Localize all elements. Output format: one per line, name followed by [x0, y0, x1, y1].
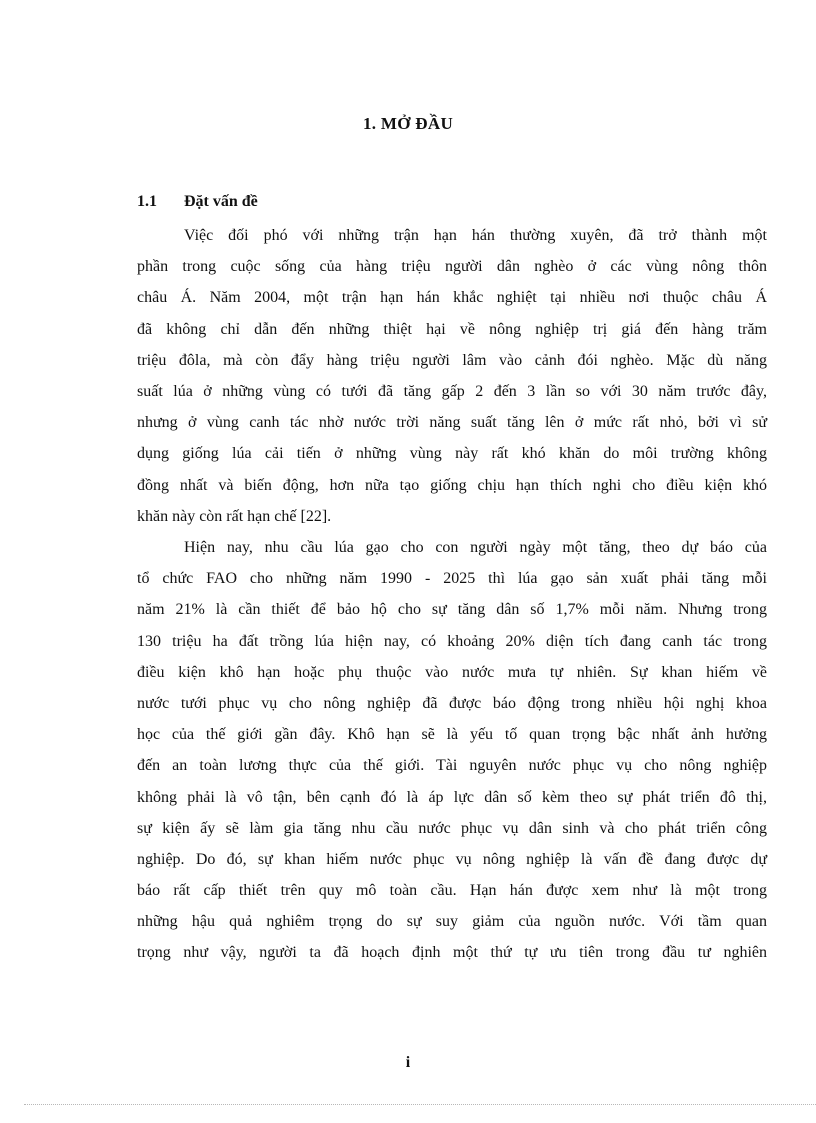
- section-title: Đặt vấn đề: [184, 193, 258, 210]
- paragraph-line: những hậu quả nghiêm trọng do sự suy giảm của nguồn nước. Với tầm quan: [137, 913, 767, 931]
- chapter-title: 1. MỞ ĐẦU: [362, 114, 454, 133]
- paragraph-2: [137, 532, 767, 969]
- paragraph-line: đã không chỉ dẫn đến những thiệt hại về nông nghiệp trị giá đến hàng trăm: [137, 320, 767, 338]
- section-number: 1.1: [137, 193, 157, 210]
- paragraph-line: nghiệp. Do đó, sự khan hiếm nước phục vụ nông nghiệp là vấn đề đang được dự: [137, 850, 767, 868]
- section-heading: [137, 193, 258, 211]
- paragraph-line: khăn này còn rất hạn chế [22].: [137, 507, 332, 525]
- paragraph-line: năm 21% là cần thiết để bảo hộ cho sự tăng dân số 1,7% mỗi năm. Nhưng trong: [137, 601, 767, 619]
- paragraph-line: nước tưới phục vụ cho nông nghiệp đã được báo động trong nhiều hội nghị khoa: [137, 694, 767, 712]
- paragraph-line: Việc đối phó với những trận hạn hán thường xuyên, đã trở thành một: [184, 227, 767, 244]
- paragraph-line: nhưng ở vùng canh tác nhờ nước trời năng suất tăng lên ở mức rất nhỏ, bởi vì sử: [137, 414, 767, 432]
- paragraph-line: đồng nhất và biến động, hơn nữa tạo giống chịu hạn thích nghi cho điều kiện khó: [137, 476, 767, 494]
- paragraph-line: châu Á. Năm 2004, một trận hạn hán khắc nghiệt tại nhiều nơi thuộc châu Á: [137, 289, 767, 307]
- paragraph-line: trọng như vậy, người ta đã hoạch định một thứ tự ưu tiên trong đầu tư nghiên: [137, 944, 767, 962]
- paragraph-line: 130 triệu ha đất trồng lúa hiện nay, có khoảng 20% diện tích đang canh tác trong: [137, 632, 767, 650]
- page-bottom-divider: [24, 1104, 816, 1105]
- paragraph-line: điều kiện khô hạn hoặc phụ thuộc vào nước mưa tự nhiên. Sự khan hiếm về: [137, 663, 767, 681]
- paragraph-line: tổ chức FAO cho những năm 1990 - 2025 thì lúa gạo sản xuất phải tăng mỗi: [137, 570, 767, 588]
- paragraph-1: [137, 220, 767, 532]
- paragraph-line: báo rất cấp thiết trên quy mô toàn cầu. Hạn hán được xem như là một trong: [137, 882, 767, 900]
- paragraph-line: suất lúa ở những vùng có tưới đã tăng gấp 2 đến 3 lần so với 30 năm trước đây,: [137, 382, 767, 400]
- paragraph-line: phần trong cuộc sống của hàng triệu người dân nghèo ở các vùng nông thôn: [137, 258, 767, 276]
- paragraph-line: không phải là vô tận, bên cạnh đó là áp lực dân số kèm theo sự phát triển đô thị,: [137, 788, 767, 806]
- paragraph-line: dụng giống lúa cải tiến ở những vùng này rất khó khăn do môi trường không: [137, 445, 767, 463]
- paragraph-line: học của thế giới gần đây. Khô hạn sẽ là yếu tố quan trọng bậc nhất ảnh hưởng: [137, 726, 767, 744]
- paragraph-line: triệu đôla, mà còn đẩy hàng triệu người lâm vào cảnh đói nghèo. Mặc dù năng: [137, 351, 767, 369]
- page-number: i: [405, 1054, 411, 1071]
- paragraph-line: sự kiện ấy sẽ làm gia tăng nhu cầu nước phục vụ dân sinh và cho phát triển công: [137, 819, 767, 837]
- paragraph-line: Hiện nay, nhu cầu lúa gạo cho con người ngày một tăng, theo dự báo của: [184, 539, 767, 556]
- paragraph-line: đến an toàn lương thực của thế giới. Tài nguyên nước phục vụ cho nông nghiệp: [137, 757, 767, 775]
